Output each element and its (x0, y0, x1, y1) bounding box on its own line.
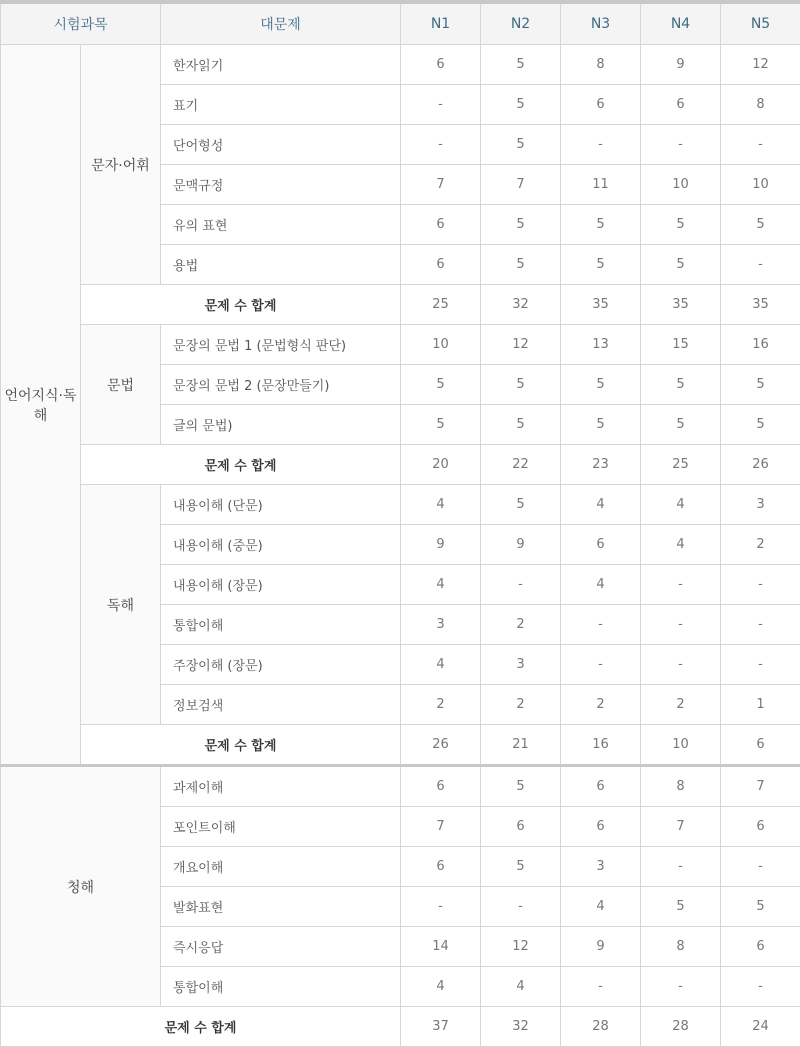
value-cell: 8 (721, 85, 800, 125)
value-cell: 6 (401, 45, 481, 85)
value-cell: - (721, 125, 800, 165)
value-cell: 9 (561, 927, 641, 967)
value-cell: 2 (721, 525, 800, 565)
value-cell: 10 (721, 165, 800, 205)
table-row (1, 45, 800, 85)
value-cell: 5 (641, 405, 721, 445)
value-cell: 5 (561, 365, 641, 405)
value-cell: 22 (481, 445, 561, 485)
value-cell: 5 (481, 205, 561, 245)
value-cell: - (561, 605, 641, 645)
value-cell: 5 (721, 205, 800, 245)
item-label: 발화표현 (161, 887, 401, 927)
value-cell: 32 (481, 285, 561, 325)
value-cell: 3 (561, 847, 641, 887)
value-cell: 2 (641, 685, 721, 725)
item-label: 문장의 문법 2 (문장만들기) (161, 365, 401, 405)
item-label: 문맥규정 (161, 165, 401, 205)
item-label: 개요이해 (161, 847, 401, 887)
value-cell: 6 (401, 205, 481, 245)
section-label: 언어지식·독해 (1, 45, 81, 766)
value-cell: 20 (401, 445, 481, 485)
group-label: 독해 (81, 485, 161, 725)
value-cell: 3 (721, 485, 800, 525)
value-cell: 3 (401, 605, 481, 645)
value-cell: 6 (561, 85, 641, 125)
value-cell: 5 (481, 245, 561, 285)
value-cell: 4 (401, 645, 481, 685)
value-cell: 32 (481, 1007, 561, 1047)
value-cell: 8 (641, 766, 721, 807)
item-label: 통합이해 (161, 967, 401, 1007)
value-cell: 4 (561, 485, 641, 525)
value-cell: 7 (481, 165, 561, 205)
subtotal-row (1, 1007, 800, 1047)
item-label: 내용이해 (장문) (161, 565, 401, 605)
value-cell: 15 (641, 325, 721, 365)
item-label: 포인트이해 (161, 807, 401, 847)
value-cell: - (401, 85, 481, 125)
value-cell: 5 (481, 125, 561, 165)
value-cell: 5 (561, 205, 641, 245)
value-cell: - (481, 565, 561, 605)
value-cell: 10 (641, 725, 721, 766)
value-cell: 23 (561, 445, 641, 485)
value-cell: 2 (481, 605, 561, 645)
item-label: 내용이해 (단문) (161, 485, 401, 525)
value-cell: 2 (481, 685, 561, 725)
header-level: N4 (641, 2, 721, 45)
table-row (1, 485, 800, 525)
value-cell: 6 (721, 807, 800, 847)
value-cell: 4 (401, 565, 481, 605)
value-cell: 5 (481, 485, 561, 525)
value-cell: 5 (721, 887, 800, 927)
value-cell: 5 (721, 405, 800, 445)
value-cell: 5 (561, 405, 641, 445)
subtotal-label: 문제 수 합계 (1, 1007, 401, 1047)
value-cell: - (721, 645, 800, 685)
value-cell: 4 (561, 887, 641, 927)
value-cell: 5 (481, 85, 561, 125)
value-cell: - (401, 125, 481, 165)
value-cell: 14 (401, 927, 481, 967)
value-cell: 6 (561, 807, 641, 847)
value-cell: 5 (401, 365, 481, 405)
value-cell: 8 (561, 45, 641, 85)
header-level: N5 (721, 2, 800, 45)
value-cell: - (561, 125, 641, 165)
value-cell: 24 (721, 1007, 800, 1047)
value-cell: 5 (641, 365, 721, 405)
value-cell: 5 (641, 245, 721, 285)
value-cell: 35 (721, 285, 800, 325)
value-cell: 4 (641, 525, 721, 565)
value-cell: 13 (561, 325, 641, 365)
subtotal-row (1, 285, 800, 325)
value-cell: 5 (481, 405, 561, 445)
item-label: 과제이해 (161, 766, 401, 807)
value-cell: 25 (641, 445, 721, 485)
item-label: 정보검색 (161, 685, 401, 725)
value-cell: 9 (401, 525, 481, 565)
value-cell: 26 (401, 725, 481, 766)
value-cell: - (561, 645, 641, 685)
value-cell: 5 (481, 365, 561, 405)
value-cell: 12 (721, 45, 800, 85)
group-label: 문자·어휘 (81, 45, 161, 285)
item-label: 주장이해 (장문) (161, 645, 401, 685)
value-cell: 35 (641, 285, 721, 325)
value-cell: 6 (721, 725, 800, 766)
header-subject: 시험과목 (1, 2, 161, 45)
header-level: N3 (561, 2, 641, 45)
value-cell: - (641, 645, 721, 685)
value-cell: - (641, 847, 721, 887)
value-cell: 26 (721, 445, 800, 485)
value-cell: 35 (561, 285, 641, 325)
value-cell: 2 (401, 685, 481, 725)
value-cell: 5 (641, 205, 721, 245)
value-cell: 6 (561, 525, 641, 565)
value-cell: 28 (641, 1007, 721, 1047)
value-cell: - (641, 125, 721, 165)
value-cell: - (721, 605, 800, 645)
value-cell: - (721, 565, 800, 605)
item-label: 즉시응답 (161, 927, 401, 967)
item-label: 유의 표현 (161, 205, 401, 245)
subtotal-row (1, 445, 800, 485)
value-cell: - (561, 967, 641, 1007)
subtotal-label: 문제 수 합계 (81, 725, 401, 766)
item-label: 글의 문법) (161, 405, 401, 445)
value-cell: 1 (721, 685, 800, 725)
value-cell: 3 (481, 645, 561, 685)
value-cell: 6 (401, 766, 481, 807)
value-cell: 10 (401, 325, 481, 365)
value-cell: - (641, 565, 721, 605)
value-cell: 16 (561, 725, 641, 766)
item-label: 문장의 문법 1 (문법형식 판단) (161, 325, 401, 365)
value-cell: 7 (641, 807, 721, 847)
header-level: N1 (401, 2, 481, 45)
value-cell: 9 (481, 525, 561, 565)
subtotal-row (1, 725, 800, 766)
header-section: 대문제 (161, 2, 401, 45)
subtotal-label: 문제 수 합계 (81, 445, 401, 485)
value-cell: 9 (641, 45, 721, 85)
value-cell: 12 (481, 325, 561, 365)
section-label: 청해 (1, 766, 161, 1007)
value-cell: 5 (721, 365, 800, 405)
value-cell: 6 (721, 927, 800, 967)
value-cell: 6 (641, 85, 721, 125)
value-cell: 11 (561, 165, 641, 205)
value-cell: - (721, 245, 800, 285)
header-level: N2 (481, 2, 561, 45)
group-label: 문법 (81, 325, 161, 445)
value-cell: 7 (721, 766, 800, 807)
value-cell: 25 (401, 285, 481, 325)
value-cell: - (721, 847, 800, 887)
value-cell: 7 (401, 807, 481, 847)
item-label: 통합이해 (161, 605, 401, 645)
value-cell: 2 (561, 685, 641, 725)
value-cell: - (401, 887, 481, 927)
value-cell: - (721, 967, 800, 1007)
value-cell: 5 (481, 45, 561, 85)
value-cell: 4 (641, 485, 721, 525)
value-cell: 4 (481, 967, 561, 1007)
value-cell: 8 (641, 927, 721, 967)
value-cell: 6 (401, 847, 481, 887)
value-cell: 5 (401, 405, 481, 445)
value-cell: - (481, 887, 561, 927)
value-cell: 37 (401, 1007, 481, 1047)
table-row (1, 766, 800, 807)
value-cell: 28 (561, 1007, 641, 1047)
value-cell: 6 (481, 807, 561, 847)
value-cell: 5 (481, 847, 561, 887)
value-cell: 4 (401, 485, 481, 525)
subtotal-label: 문제 수 합계 (81, 285, 401, 325)
value-cell: 7 (401, 165, 481, 205)
value-cell: 6 (561, 766, 641, 807)
value-cell: 4 (401, 967, 481, 1007)
item-label: 용법 (161, 245, 401, 285)
header-row (1, 2, 800, 45)
item-label: 단어형성 (161, 125, 401, 165)
item-label: 표기 (161, 85, 401, 125)
value-cell: 4 (561, 565, 641, 605)
value-cell: - (641, 967, 721, 1007)
value-cell: 21 (481, 725, 561, 766)
value-cell: 5 (481, 766, 561, 807)
value-cell: - (641, 605, 721, 645)
value-cell: 16 (721, 325, 800, 365)
value-cell: 6 (401, 245, 481, 285)
table-row (1, 325, 800, 365)
item-label: 한자읽기 (161, 45, 401, 85)
value-cell: 5 (561, 245, 641, 285)
value-cell: 5 (641, 887, 721, 927)
item-label: 내용이해 (중문) (161, 525, 401, 565)
value-cell: 10 (641, 165, 721, 205)
value-cell: 12 (481, 927, 561, 967)
